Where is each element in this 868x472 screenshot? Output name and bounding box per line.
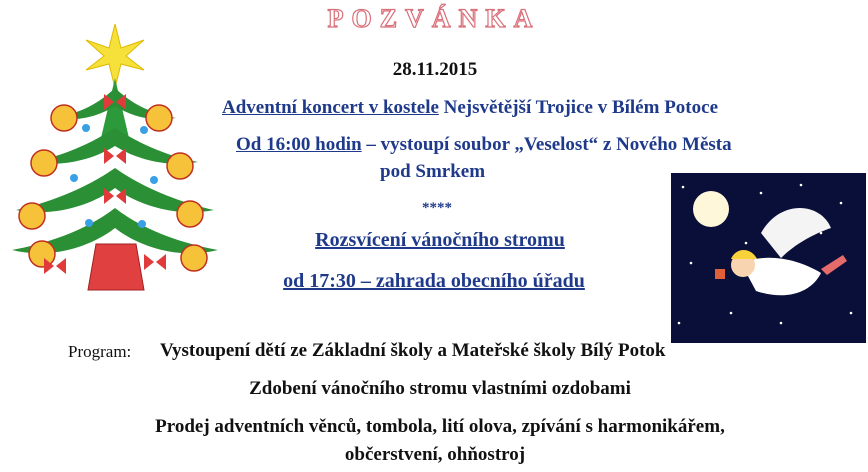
- tree-lighting-title[interactable]: Rozsvícení vánočního stromu: [315, 229, 565, 251]
- program-item-2: Zdobení vánočního stromu vlastními ozdobami: [249, 378, 631, 399]
- event-date: 28.11.2015: [392, 59, 478, 80]
- time-link[interactable]: Od 16:00 hodin: [236, 134, 362, 155]
- time-line-cont: pod Smrkem: [380, 161, 486, 182]
- separator: ****: [422, 200, 452, 216]
- concert-rest: Nejsvětější Trojice v Bílém Potoce: [438, 97, 718, 118]
- program-item-4: občerstvení, ohňostroj: [344, 444, 526, 465]
- time-rest: – vystoupí soubor „Veselost“ z Nového Města: [361, 134, 732, 155]
- program-label: Program:: [68, 342, 132, 361]
- angel-night-sky-illustration: [671, 173, 866, 343]
- tree-lighting-time[interactable]: od 17:30 – zahrada obecního úřadu: [283, 270, 585, 292]
- concert-link[interactable]: Adventní koncert v kostele: [222, 97, 439, 118]
- program-item-1: Vystoupení dětí ze Základní školy a Mateřské školy Bílý Potok: [160, 340, 666, 361]
- program-item-3: Prodej adventních věnců, tombola, lití olova, zpívání s harmonikářem,: [155, 416, 725, 437]
- christmas-tree-illustration: [4, 18, 226, 298]
- concert-line: [200, 96, 822, 120]
- page-title: POZVÁNKA: [327, 4, 541, 33]
- time-line: [236, 133, 796, 157]
